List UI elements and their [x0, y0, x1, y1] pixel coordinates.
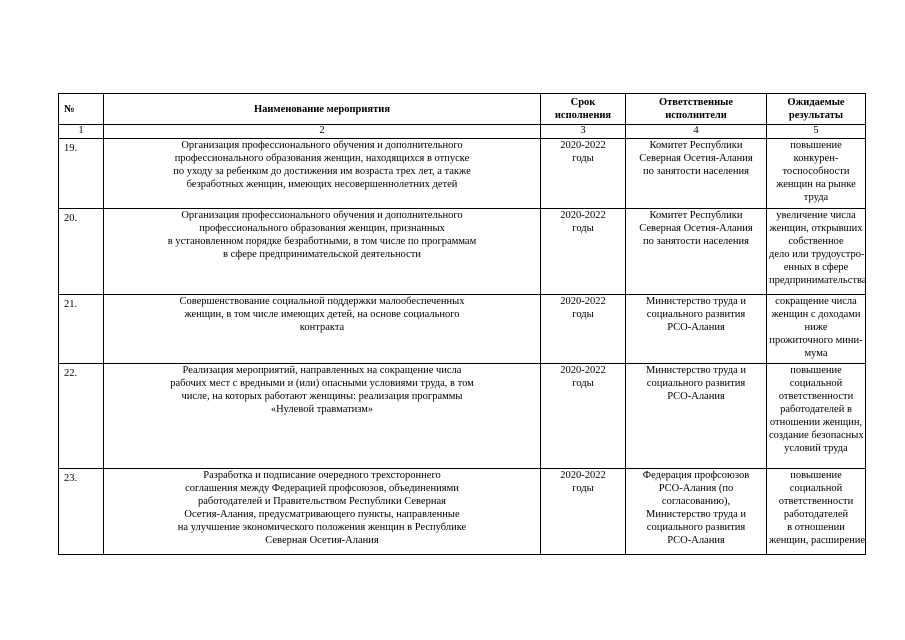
text-line: Министерство труда и [645, 296, 747, 307]
cell-name [104, 364, 541, 469]
text-line: Северная Осетия-Алания [265, 535, 379, 546]
text-line: социальной [789, 483, 843, 494]
text-line: РСО-Алания [667, 322, 725, 333]
text-line: РСО-Алания [667, 535, 725, 546]
header-row [59, 94, 866, 125]
cell-executors [626, 295, 767, 364]
text-line: 2020-2022 [560, 296, 606, 307]
text-line: социального развития [646, 522, 746, 533]
cell-name [104, 295, 541, 364]
header-name: Наименование мероприятия [104, 94, 541, 125]
text-line: конкурен- [793, 153, 839, 164]
cell-executors [626, 364, 767, 469]
text-line: повышение [790, 140, 842, 151]
cell-number: 20. [59, 209, 104, 295]
text-line: работодателей и Правительством Республики Северная [198, 496, 446, 507]
cell-results [767, 139, 866, 209]
cell-term [541, 139, 626, 209]
cell-name [104, 209, 541, 295]
cell-executors [626, 209, 767, 295]
column-number: 1 [59, 125, 104, 139]
text-line: годы [572, 483, 594, 494]
cell-number: 23. [59, 469, 104, 555]
column-number-row [59, 125, 866, 139]
text-line: контракта [299, 322, 345, 333]
text-line: женщин, расширение [769, 535, 866, 546]
text-line: согласованию), [661, 496, 731, 507]
cell-results [767, 295, 866, 364]
table-row [59, 469, 866, 555]
text-line: в сфере предпринимательской деятельности [223, 249, 421, 260]
text-line: годы [572, 309, 594, 320]
text-line: труда [803, 192, 829, 203]
text-line: женщин, открывших [769, 223, 863, 234]
cell-results [767, 364, 866, 469]
column-number: 5 [767, 125, 866, 139]
text-line: профессионального образования женщин, находящихся в отпуске [174, 153, 470, 164]
cell-results [767, 469, 866, 555]
header-term: Срок исполнения [541, 94, 626, 125]
text-line: безработных женщин, имеющих несовершеннолетних детей [186, 179, 458, 190]
text-line: женщин на рынке [776, 179, 856, 190]
text-line: 2020-2022 [560, 210, 606, 221]
column-number: 4 [626, 125, 767, 139]
table-row [59, 295, 866, 364]
header-executors: Ответственные исполнители [626, 94, 767, 125]
cell-term [541, 364, 626, 469]
text-line: условий труда [784, 443, 848, 454]
text-line: Северная Осетия-Алания [639, 153, 753, 164]
cell-term [541, 469, 626, 555]
text-line: дело или трудоустро- [769, 249, 865, 260]
text-line: мума [804, 348, 828, 359]
text-line: повышение [790, 470, 842, 481]
text-line: социального развития [646, 309, 746, 320]
text-line: увеличение числа [776, 210, 856, 221]
cell-term [541, 209, 626, 295]
text-line: Федерация профсоюзов [642, 470, 750, 481]
text-line: Комитет Республики [649, 140, 743, 151]
cell-number: 19. [59, 139, 104, 209]
table-row [59, 139, 866, 209]
text-line: Министерство труда и [645, 365, 747, 376]
text-line: повышение [790, 365, 842, 376]
text-line: по занятости населения [643, 236, 749, 247]
text-line: 2020-2022 [560, 470, 606, 481]
text-line: профессионального образования женщин, признанных [199, 223, 445, 234]
text-line: годы [572, 378, 594, 389]
text-line: Разработка и подписание очередного трехстороннего [203, 470, 441, 481]
text-line: собственное [788, 236, 844, 247]
text-line: 2020-2022 [560, 365, 606, 376]
text-line: тоспособности [782, 166, 850, 177]
text-line: в отношении [787, 522, 845, 533]
text-line: сокращение числа [775, 296, 857, 307]
text-line: отношении женщин, [769, 417, 863, 428]
text-line: Реализация мероприятий, направленных на сокращение числа [182, 365, 462, 376]
text-line: прожиточного мини- [769, 335, 863, 346]
text-line: Организация профессионального обучения и дополнительного [181, 140, 463, 151]
text-line: годы [572, 153, 594, 164]
text-line: годы [572, 223, 594, 234]
text-line: соглашения между Федерацией профсоюзов, объединениями [185, 483, 459, 494]
text-line: социального развития [646, 378, 746, 389]
text-line: женщин, в том числе имеющих детей, на основе социального [184, 309, 460, 320]
text-line: создание безопасных [769, 430, 864, 441]
text-line: работодателей [783, 509, 849, 520]
text-line: Осетия-Алания, предусматривающего пункты, направленные [184, 509, 460, 520]
text-line: Организация профессионального обучения и дополнительного [181, 210, 463, 221]
cell-executors [626, 139, 767, 209]
text-line: по уходу за ребенком до достижения им возраста трех лет, а также [173, 166, 471, 177]
cell-number: 22. [59, 364, 104, 469]
text-line: Комитет Республики [649, 210, 743, 221]
column-number: 3 [541, 125, 626, 139]
text-line: ответственности [778, 496, 854, 507]
text-line: Министерство труда и [645, 509, 747, 520]
cell-name [104, 139, 541, 209]
text-line: в установленном порядке безработными, в том числе по программам [167, 236, 477, 247]
cell-results [767, 209, 866, 295]
header-results: Ожидаемые результаты [767, 94, 866, 125]
text-line: социальной [789, 378, 843, 389]
text-line: «Нулевой травматизм» [270, 404, 374, 415]
text-line: ниже [804, 322, 828, 333]
text-line: РСО-Алания [667, 391, 725, 402]
text-line: на улучшение экономического положения женщин в Республике [177, 522, 467, 533]
text-line: числе, на которых работают женщины: реализация программы [181, 391, 463, 402]
text-line: Северная Осетия-Алания [639, 223, 753, 234]
text-line: РСО-Алания (по [658, 483, 734, 494]
text-line: по занятости населения [643, 166, 749, 177]
table-row [59, 364, 866, 469]
text-line: 2020-2022 [560, 140, 606, 151]
cell-number: 21. [59, 295, 104, 364]
text-line: енных в сфере [783, 262, 849, 273]
header-number: № [59, 94, 104, 125]
text-line: женщин с доходами [771, 309, 861, 320]
text-line: рабочих мест с вредными и (или) опасными условиями труда, в том [170, 378, 474, 389]
column-number: 2 [104, 125, 541, 139]
cell-executors [626, 469, 767, 555]
text-line: предпринимательства [769, 275, 867, 286]
table-body [59, 94, 866, 555]
text-line: Совершенствование социальной поддержки малообеспеченных [179, 296, 465, 307]
cell-term [541, 295, 626, 364]
table-row [59, 209, 866, 295]
text-line: ответственности [778, 391, 854, 402]
cell-name [104, 469, 541, 555]
measures-table [58, 93, 866, 555]
text-line: работодателей в [780, 404, 852, 415]
